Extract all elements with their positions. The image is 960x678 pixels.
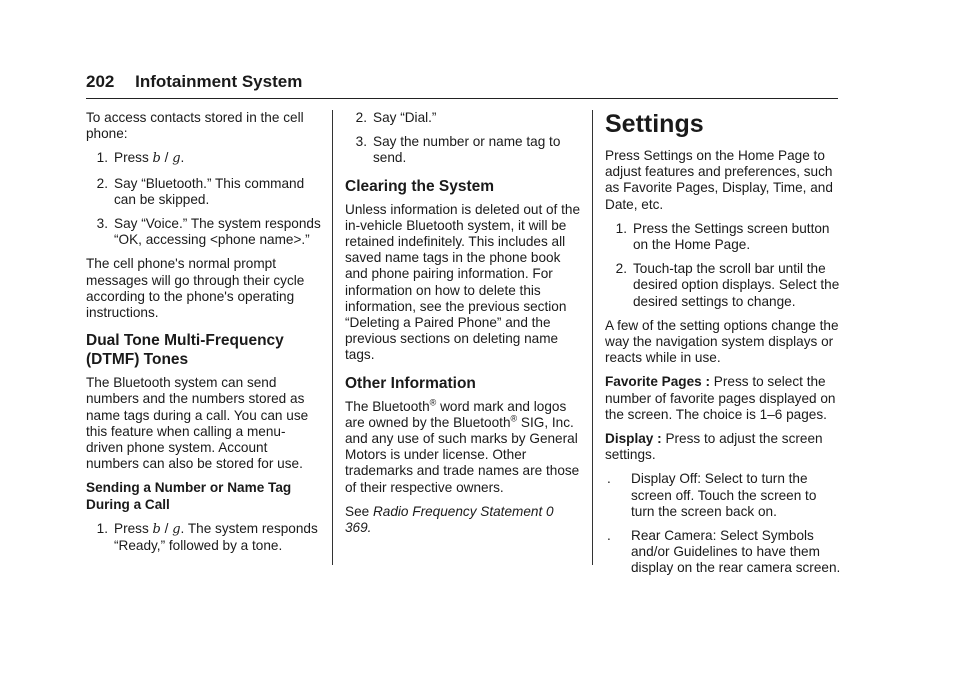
step-item: 1. Press b / g. xyxy=(96,150,185,167)
dial-steps xyxy=(345,110,581,167)
step-item: 2. Say “Bluetooth.” This command can be skipped. xyxy=(96,175,305,207)
page-reference: 0 369. xyxy=(345,503,554,536)
voice-button-icon: g xyxy=(172,521,181,537)
intro-text: To access contacts stored in the cell phone: xyxy=(86,110,304,142)
prompt-paragraph: The cell phone's normal prompt messages will go through their cycle according to the phone's operating instructions. xyxy=(86,256,305,321)
step-item: 2. Say “Dial.” xyxy=(355,110,437,125)
step-item: 1. Press b / g. The system responds “Ready,” followed by a tone. xyxy=(96,520,318,554)
phone-button-icon: b xyxy=(152,521,161,537)
send-heading: Sending a Number or Name Tag During a Call xyxy=(86,480,292,512)
column-2 xyxy=(345,110,581,544)
step-item: 3. Say the number or name tag to send. xyxy=(355,134,561,166)
display-options-list xyxy=(605,471,841,576)
list-item: . Rear Camera: Select Symbols and/or Guidelines to have them display on the rear camera screen. xyxy=(607,528,841,576)
column-3 xyxy=(605,110,841,585)
voice-button-icon: g xyxy=(172,151,181,167)
clearing-paragraph: Unless information is deleted out of the in-vehicle Bluetooth system, it will be retained indefinitely. This includes all saved name tags in the phone book and phone pairing information. For information on how to delete this information, see the previous section “Deleting a Paired Phone” and the previous sections on deleting name tags. xyxy=(345,201,581,363)
dtmf-paragraph: The Bluetooth system can send numbers and the numbers stored as name tags during a call. You can use this feature when calling a menu-driven phone system. Account numbers can also be stored for use. xyxy=(86,375,309,472)
see-reference: See Radio Frequency Statement 0 369. xyxy=(345,503,554,536)
page-number: 202 xyxy=(86,72,115,91)
step-item: 1. Press the Settings screen button on the Home Page. xyxy=(615,220,830,253)
settings-steps xyxy=(605,221,841,310)
list-item: . Display Off: Select to turn the screen off. Touch the screen to turn the screen back on. xyxy=(607,471,817,519)
settings-heading: Settings xyxy=(605,110,704,138)
step-item: 2. Touch-tap the scroll bar until the desired option displays. Select the desired settings to change. xyxy=(615,261,840,309)
other-info-paragraph: The Bluetooth® word mark and logos are owned by the Bluetooth® SIG, Inc. and any use of such marks by General Motors is under license. Other trademarks and trade names are those of their respective owners. xyxy=(345,397,580,495)
page-header xyxy=(86,72,838,99)
few-options-paragraph: A few of the setting options change the way the navigation system displays or reacts while in use. xyxy=(605,317,839,366)
phone-button-icon: b xyxy=(152,151,161,167)
clearing-heading: Clearing the System xyxy=(345,177,495,195)
other-info-heading: Other Information xyxy=(345,374,476,392)
column-1 xyxy=(86,110,322,562)
settings-intro: Press Settings on the Home Page to adjust features and preferences, such as Favorite Pages, Display, Time, and Date, etc. xyxy=(605,148,833,212)
send-steps xyxy=(86,521,322,554)
dtmf-heading: Dual Tone Multi-Frequency (DTMF) Tones xyxy=(86,332,284,369)
section-title: Infotainment System xyxy=(135,72,303,91)
column-divider-2 xyxy=(592,110,593,565)
display-paragraph: Display : Press to adjust the screen settings. xyxy=(605,431,823,463)
step-item: 3. Say “Voice.” The system responds “OK, accessing <phone name>.” xyxy=(96,216,321,248)
favorite-pages-paragraph: Favorite Pages : Press to select the number of favorite pages displayed on the screen. The choice is 1–6 pages. xyxy=(605,374,836,422)
column-divider-1 xyxy=(332,110,333,565)
contact-steps xyxy=(86,150,322,248)
radio-frequency-link[interactable]: Radio Frequency Statement xyxy=(372,503,543,519)
